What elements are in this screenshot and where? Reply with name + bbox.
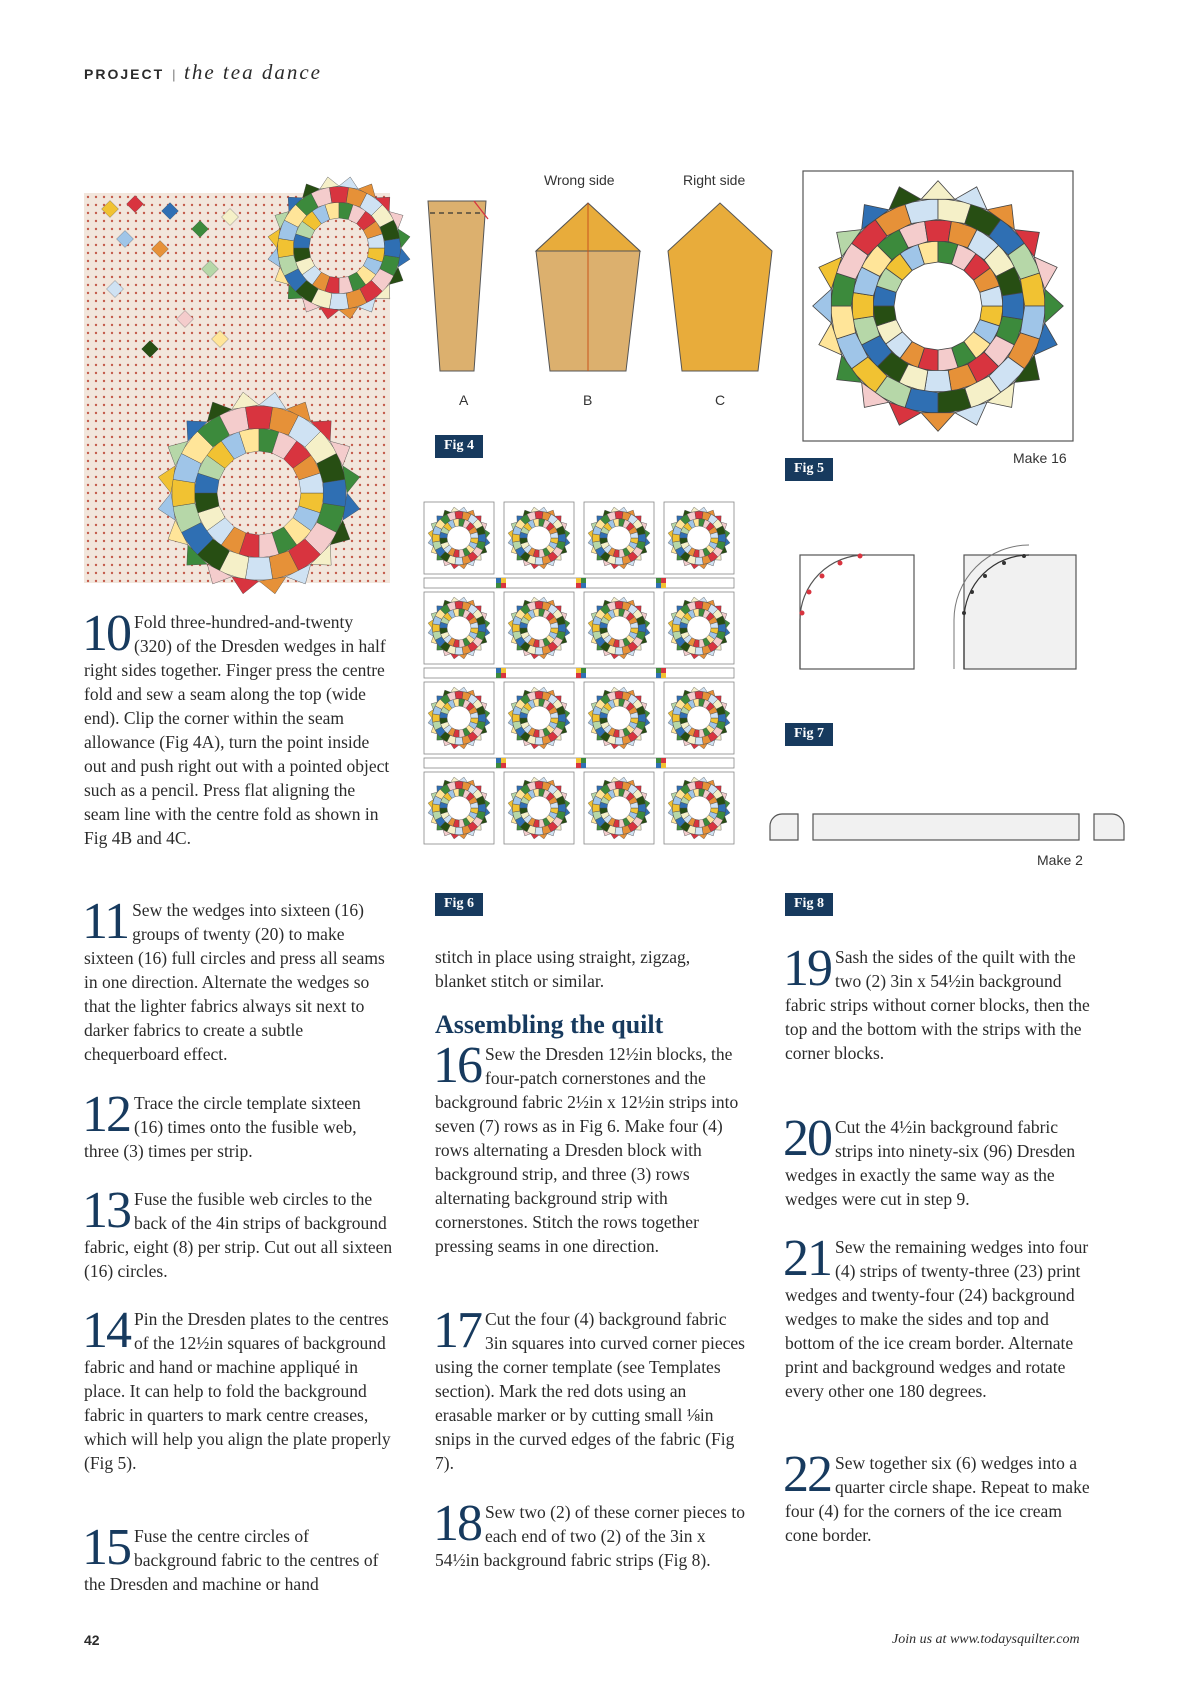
cornerstone-patch bbox=[581, 583, 586, 588]
cornerstone-patch bbox=[496, 763, 501, 768]
fig6-tag: Fig 6 bbox=[435, 893, 483, 916]
fig7-tag: Fig 7 bbox=[785, 723, 833, 746]
cornerstone-patch bbox=[656, 668, 661, 673]
cornerstone-patch bbox=[501, 673, 506, 678]
cornerstone-patch bbox=[581, 578, 586, 583]
step-number: 11 bbox=[82, 893, 129, 950]
step-19 bbox=[783, 940, 1095, 1065]
fig6-diagram bbox=[422, 502, 744, 864]
step-number: 16 bbox=[433, 1037, 481, 1094]
step-17 bbox=[433, 1302, 745, 1475]
cornerstone-patch bbox=[576, 583, 581, 588]
step-number: 17 bbox=[433, 1302, 481, 1359]
step-text: Sew the Dresden 12½in blocks, the four-patch cornerstones and the background fabric 2½in x 12½in strips into seven (7) rows as in Fig 6. Make four (4) rows alternating a Dresden block with background strip, and three (3) rows alternating background strip with cornerstones. Stitch the rows together pressing seams in one direction. bbox=[435, 1044, 739, 1256]
step-text: Trace the circle template sixteen (16) times onto the fusible web, three (3) times per strip. bbox=[84, 1093, 361, 1161]
step-number: 20 bbox=[783, 1110, 831, 1167]
step-text: stitch in place using straight, zigzag, blanket stitch or similar. bbox=[435, 947, 691, 991]
step-text: Fuse the centre circles of background fabric to the centres of the Dresden and machine or hand bbox=[84, 1526, 379, 1594]
corner-piece-right bbox=[1094, 814, 1124, 840]
step-number: 18 bbox=[433, 1495, 481, 1552]
wedge-c bbox=[668, 203, 772, 371]
fig8-diagram bbox=[768, 810, 1128, 844]
sash-strip bbox=[813, 814, 1079, 840]
page-number: 42 bbox=[84, 1632, 100, 1648]
step-21 bbox=[783, 1230, 1095, 1403]
corner-square-marked bbox=[800, 555, 914, 669]
fig4-diagram bbox=[420, 195, 780, 375]
fig8-caption: Make 2 bbox=[1037, 852, 1083, 868]
step-number: 10 bbox=[82, 605, 130, 662]
step-number: 13 bbox=[82, 1182, 130, 1239]
cornerstone-patch bbox=[581, 763, 586, 768]
step-number: 12 bbox=[82, 1086, 130, 1143]
corner-piece-left bbox=[770, 814, 798, 840]
fig4-label-c: C bbox=[715, 392, 726, 408]
project-title: the tea dance bbox=[184, 60, 322, 84]
header-separator: | bbox=[172, 67, 177, 82]
step-text: Sew two (2) of these corner pieces to each end of two (2) of the 3in x 54½in background fabric strips (Fig 8). bbox=[435, 1502, 745, 1570]
cornerstone-patch bbox=[661, 763, 666, 768]
step-number: 14 bbox=[82, 1302, 130, 1359]
cornerstone-patch bbox=[661, 583, 666, 588]
cornerstone-patch bbox=[496, 668, 501, 673]
step-10 bbox=[82, 605, 394, 850]
cornerstone-patch bbox=[501, 668, 506, 673]
cornerstone-patch bbox=[496, 578, 501, 583]
step-text: Sew together six (6) wedges into a quarter circle shape. Repeat to make four (4) for the corners of the ice cream cone border. bbox=[785, 1453, 1090, 1545]
cornerstone-patch bbox=[581, 668, 586, 673]
wedge-a bbox=[428, 201, 486, 371]
step-20 bbox=[783, 1110, 1095, 1211]
cornerstone-patch bbox=[661, 758, 666, 763]
cornerstone-patch bbox=[656, 578, 661, 583]
step-text: Sew the remaining wedges into four (4) strips of twenty-three (23) print wedges and twenty-four (24) background wedges to make the sides and top and bottom of the ice cream border. Alternate print and background wedges and rotate every other one 180 degrees. bbox=[785, 1237, 1089, 1401]
step-15-continued bbox=[435, 945, 745, 993]
cornerstone-patch bbox=[661, 578, 666, 583]
cornerstone-patch bbox=[656, 758, 661, 763]
step-18 bbox=[433, 1495, 745, 1572]
cornerstone-patch bbox=[496, 583, 501, 588]
step-number: 22 bbox=[783, 1446, 831, 1503]
cornerstone-patch bbox=[581, 673, 586, 678]
fig8-tag: Fig 8 bbox=[785, 893, 833, 916]
step-text: Fuse the fusible web circles to the back of the 4in strips of background fabric, eight (8) per strip. Cut out all sixteen (16) circles. bbox=[84, 1189, 393, 1281]
quilt-photo bbox=[84, 193, 390, 583]
step-text: Sash the sides of the quilt with the two (2) 3in x 54½in background fabric strips without corner blocks, then the top and the bottom with the strips with the corner blocks. bbox=[785, 947, 1090, 1063]
step-12 bbox=[82, 1086, 394, 1163]
step-text: Cut the four (4) background fabric 3in squares into curved corner pieces using the corner template (see Templates section). Mark the red dots using an erasable marker or by cutting small ⅛in snips in the curved edges of the fabric (Fig 7). bbox=[435, 1309, 745, 1473]
step-text: Cut the 4½in background fabric strips into ninety-six (96) Dresden wedges in exactly the same way as the wedges were cut in step 9. bbox=[785, 1117, 1076, 1209]
cornerstone-patch bbox=[661, 668, 666, 673]
step-15 bbox=[82, 1519, 394, 1596]
step-text: Fold three-hundred-and-twenty (320) of the Dresden wedges in half right sides together. Finger press the centre fold and sew a seam along the top (wide end). Clip the corner within the seam allowance (Fig 4A), turn the point inside out and push right out with a pointed object such as a pencil. Press flat aligning the seam line with the centre fold as shown in Fig 4B and 4C. bbox=[84, 612, 390, 848]
step-text: Pin the Dresden plates to the centres of the 12½in squares of background fabric and hand or machine appliqué in place. It can help to fold the background fabric in quarters to mark centre creases, which will help you align the plate properly (Fig 5). bbox=[84, 1309, 391, 1473]
fig5-tag: Fig 5 bbox=[785, 458, 833, 481]
cornerstone-patch bbox=[496, 758, 501, 763]
website-promo[interactable]: Join us at www.todaysquilter.com bbox=[892, 1632, 1080, 1647]
fig4-label-b: B bbox=[583, 392, 593, 408]
right-side-label: Right side bbox=[683, 172, 746, 188]
cornerstone-patch bbox=[501, 578, 506, 583]
step-16 bbox=[433, 1037, 745, 1258]
step-14 bbox=[82, 1302, 394, 1475]
step-number: 19 bbox=[783, 940, 831, 997]
cornerstone-patch bbox=[576, 758, 581, 763]
step-number: 15 bbox=[82, 1519, 130, 1576]
fig7-diagram bbox=[798, 550, 1078, 672]
cornerstone-patch bbox=[581, 758, 586, 763]
page-header bbox=[84, 60, 322, 85]
fig5-caption: Make 16 bbox=[1013, 450, 1067, 466]
cornerstone-patch bbox=[501, 758, 506, 763]
wrong-side-label: Wrong side bbox=[544, 172, 615, 188]
cornerstone-patch bbox=[576, 578, 581, 583]
cornerstone-patch bbox=[656, 673, 661, 678]
cornerstone-patch bbox=[576, 668, 581, 673]
step-11 bbox=[82, 893, 394, 1066]
cornerstone-patch bbox=[501, 583, 506, 588]
cornerstone-patch bbox=[661, 673, 666, 678]
assembling-heading: Assembling the quilt bbox=[435, 1010, 664, 1039]
fig4-label-a: A bbox=[459, 392, 469, 408]
cornerstone-patch bbox=[656, 763, 661, 768]
cornerstone-patch bbox=[501, 763, 506, 768]
cornerstone-patch bbox=[576, 673, 581, 678]
step-13 bbox=[82, 1182, 394, 1283]
step-number: 21 bbox=[783, 1230, 831, 1287]
fig4-tag: Fig 4 bbox=[435, 435, 483, 458]
section-label: PROJECT bbox=[84, 66, 165, 82]
cornerstone-patch bbox=[576, 763, 581, 768]
step-22 bbox=[783, 1446, 1095, 1547]
step-text: Sew the wedges into sixteen (16) groups of twenty (20) to make sixteen (16) full circles and press all seams in one direction. Alternate the wedges so that the lighter fabrics always sit next to darker fabrics to create a subtle chequerboard effect. bbox=[84, 900, 385, 1064]
cornerstone-patch bbox=[496, 673, 501, 678]
corner-square-cut bbox=[964, 555, 1076, 669]
fig5-diagram bbox=[802, 170, 1074, 442]
cornerstone-patch bbox=[656, 583, 661, 588]
